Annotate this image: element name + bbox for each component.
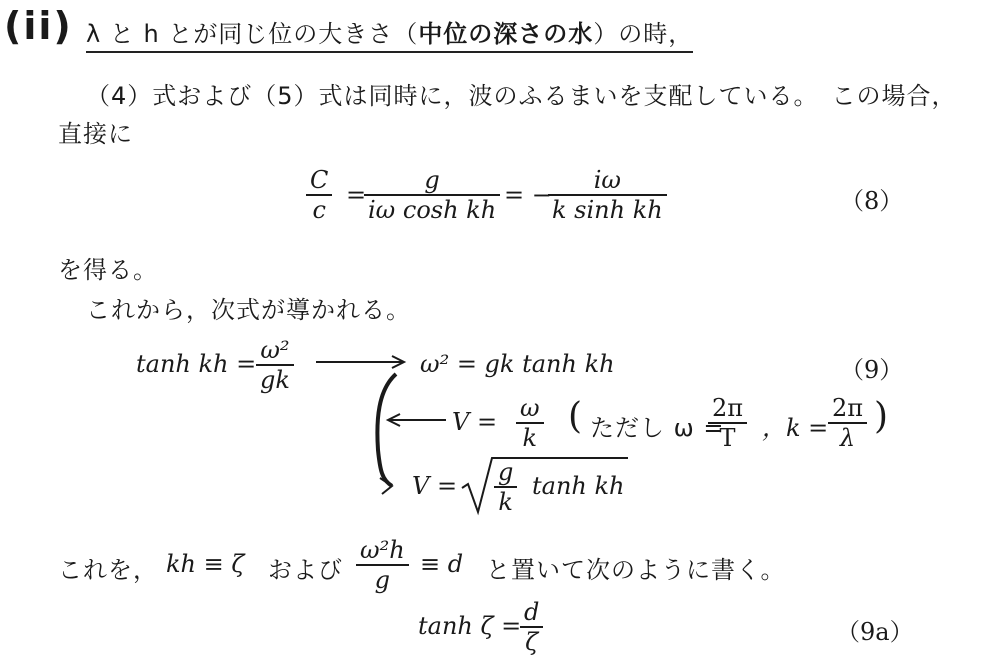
eq-v1-note-pre: ただし ω =	[590, 414, 725, 442]
eq9a-denominator: ζ	[525, 628, 539, 656]
d-definition: ≡ d	[420, 550, 464, 578]
eq8-minus: = −	[504, 181, 552, 209]
eq8-lhs-numerator: C	[310, 166, 329, 194]
eq-v2-denominator: k	[498, 488, 513, 516]
heading-text-post: ）の時，	[593, 20, 694, 48]
equation-number-9a: （9a）	[836, 618, 914, 646]
eq8-lhs-denominator: c	[312, 196, 326, 224]
arrow-left-v1	[388, 414, 446, 426]
eq-v1-numerator: ω	[520, 394, 540, 422]
k-denominator: λ	[839, 424, 856, 452]
paragraph-line-1: （4）式および（5）式は同時に，波のふるまいを支配している。 この場合，	[86, 82, 957, 110]
square-root-sign	[462, 458, 628, 512]
bracket-left-curve	[377, 374, 396, 486]
paragraph-line-2: 直接に	[58, 120, 133, 148]
zeta-definition: kh ≡ ζ	[166, 550, 245, 578]
omega-denominator: T	[719, 424, 736, 452]
d-definition-numerator: ω²h	[360, 536, 405, 564]
eq-v2-rhs: tanh kh	[532, 472, 625, 500]
equation-number-8: （8）	[840, 187, 904, 215]
arrow-right-eq9	[316, 356, 404, 368]
eq-v2-numerator: g	[498, 458, 514, 486]
eq8-right-denominator: k sinh kh	[552, 196, 663, 224]
eq9a-lhs: tanh ζ =	[418, 612, 522, 640]
left-paren: (	[568, 396, 583, 437]
eq8-middle-denominator: iω cosh kh	[368, 196, 497, 224]
paragraph-4-mid: および	[268, 556, 343, 584]
eq9-rhs: ω² = gk tanh kh	[420, 350, 615, 378]
eq9-numerator: ω²	[260, 336, 290, 364]
eq9a-numerator: d	[524, 598, 540, 626]
eq-v2-lhs: V =	[412, 472, 458, 500]
heading-text-pre: λ と h とが同じ位の大きさ（	[86, 20, 419, 48]
eq8-middle-numerator: g	[424, 166, 440, 194]
equals-sign: =	[346, 181, 367, 209]
eq9-lhs: tanh kh =	[136, 350, 257, 378]
paragraph-3: これから，次式が導かれる。	[86, 296, 411, 324]
equation-number-9: （9）	[840, 356, 904, 384]
d-definition-denominator: g	[374, 566, 391, 594]
section-label: (ii)	[4, 4, 73, 48]
k-numerator: 2π	[832, 394, 864, 422]
paragraph-4-pre: これを，	[58, 556, 158, 584]
right-paren: )	[874, 396, 889, 437]
eq-v1-note-mid: ，k =	[762, 414, 829, 442]
omega-numerator: 2π	[712, 394, 744, 422]
eq-v1-denominator: k	[522, 424, 538, 452]
heading-text-bold: 中位の深さの水	[418, 20, 594, 48]
eq9-denominator: gk	[260, 366, 290, 394]
paragraph-2: を得る。	[58, 256, 158, 284]
eq8-right-numerator: iω	[593, 166, 621, 194]
paragraph-4-post: と置いて次のように書く。	[486, 556, 786, 584]
eq-v1-lhs: V =	[452, 408, 498, 436]
